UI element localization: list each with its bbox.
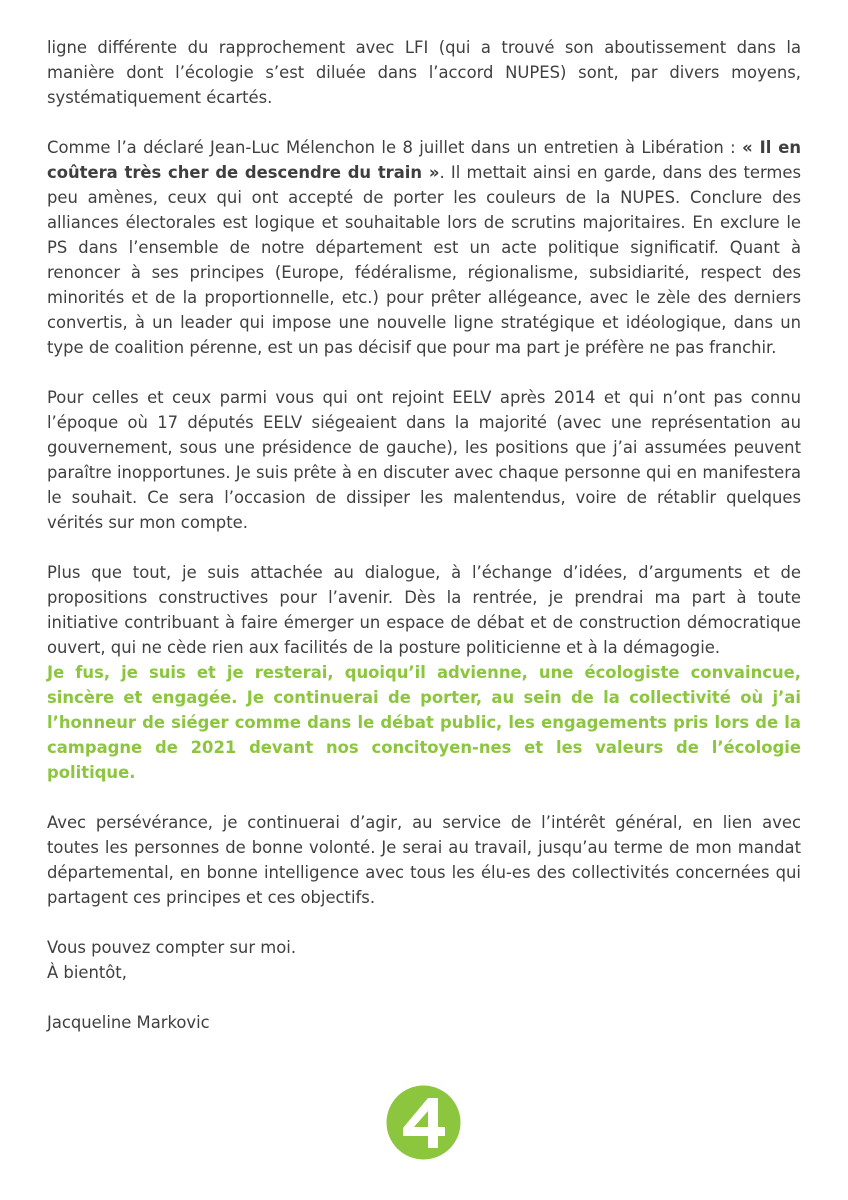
paragraph-1: ligne différente du rapprochement avec LFI (qui a trouvé son aboutissement dans la manière dont l’écologie s’est diluée dans l’accord NUPES) sont, par divers moyens, systématiquement écartés.	[47, 38, 801, 107]
closing-line-1: Vous pouvez compter sur moi.	[47, 938, 297, 957]
paragraph-2-intro: Comme l’a déclaré Jean-Luc Mélenchon le 8 juillet dans un entretien à Libération :	[47, 138, 736, 157]
paragraph-3: Pour celles et ceux parmi vous qui ont rejoint EELV après 2014 et qui n’ont pas connu l’époque où 17 députés EELV siégeaient dans la majorité (avec une représentation au gouvernement, sous une présidence de gauche), les positions que j’ai assumées peuvent paraître inopportunes. Je suis prête à en discuter avec chaque personne qui en manifestera le souhait. Ce sera l’occasion de dissiper les malentendus, voire de rétablir quelques vérités sur mon compte.	[47, 388, 801, 532]
closing-line-2: À bientôt,	[47, 963, 127, 982]
paragraph-2-rest: . Il mettait ainsi en garde, dans des termes peu amènes, ceux qui ont accepté de porter les couleurs de la NUPES. Conclure des alliances électorales est logique et souhaitable lors de scrutins majoritaires. En exclure le PS dans l’ensemble de notre département est un acte politique significatif. Quant à renoncer à ses principes (Europe, fédéralisme, régionalisme, subsidiarité, respect des minorités et de la proportionnelle, etc.) pour prêter allégeance, avec le zèle des derniers convertis, à un leader qui impose une nouvelle ligne stratégique et idéologique, dans un type de coalition pérenne, est un pas décisif que pour ma part je préfère ne pas franchir.	[47, 163, 801, 357]
letter-body	[47, 35, 801, 1035]
melenchon-quote: « Il en coûtera très cher de descendre du train »	[47, 138, 801, 182]
signature: Jacqueline Markovic	[47, 1013, 210, 1032]
commitment-statement: Je fus, je suis et je resterai, quoiqu’il advienne, une écologiste convaincue, sincère et engagée. Je continuerai de porter, au sein de la collectivité où j’ai l’honneur de siéger comme dans le débat public, les engagements pris lors de la campagne de 2021 devant nos concitoyen-nes et les valeurs de l’écologie politique.	[47, 663, 801, 782]
number-4-logo-icon	[386, 1085, 461, 1160]
closing	[47, 935, 801, 985]
paragraph-6: Avec persévérance, je continuerai d’agir, au service de l’intérêt général, en lien avec toutes les personnes de bonne volonté. Je serai au travail, jusqu’au terme de mon mandat départemental, en bonne intelligence avec tous les élu-es des collectivités concernées qui partagent ces principes et ces objectifs.	[47, 813, 801, 907]
paragraph-4: Plus que tout, je suis attachée au dialogue, à l’échange d’idées, d’arguments et de propositions constructives pour l’avenir. Dès la rentrée, je prendrai ma part à toute initiative contribuant à faire émerger un espace de débat et de construction démocratique ouvert, qui ne cède rien aux facilités de la posture politicienne et à la démagogie.	[47, 563, 801, 657]
logo-svg	[386, 1085, 461, 1160]
paragraph-2	[47, 135, 801, 360]
